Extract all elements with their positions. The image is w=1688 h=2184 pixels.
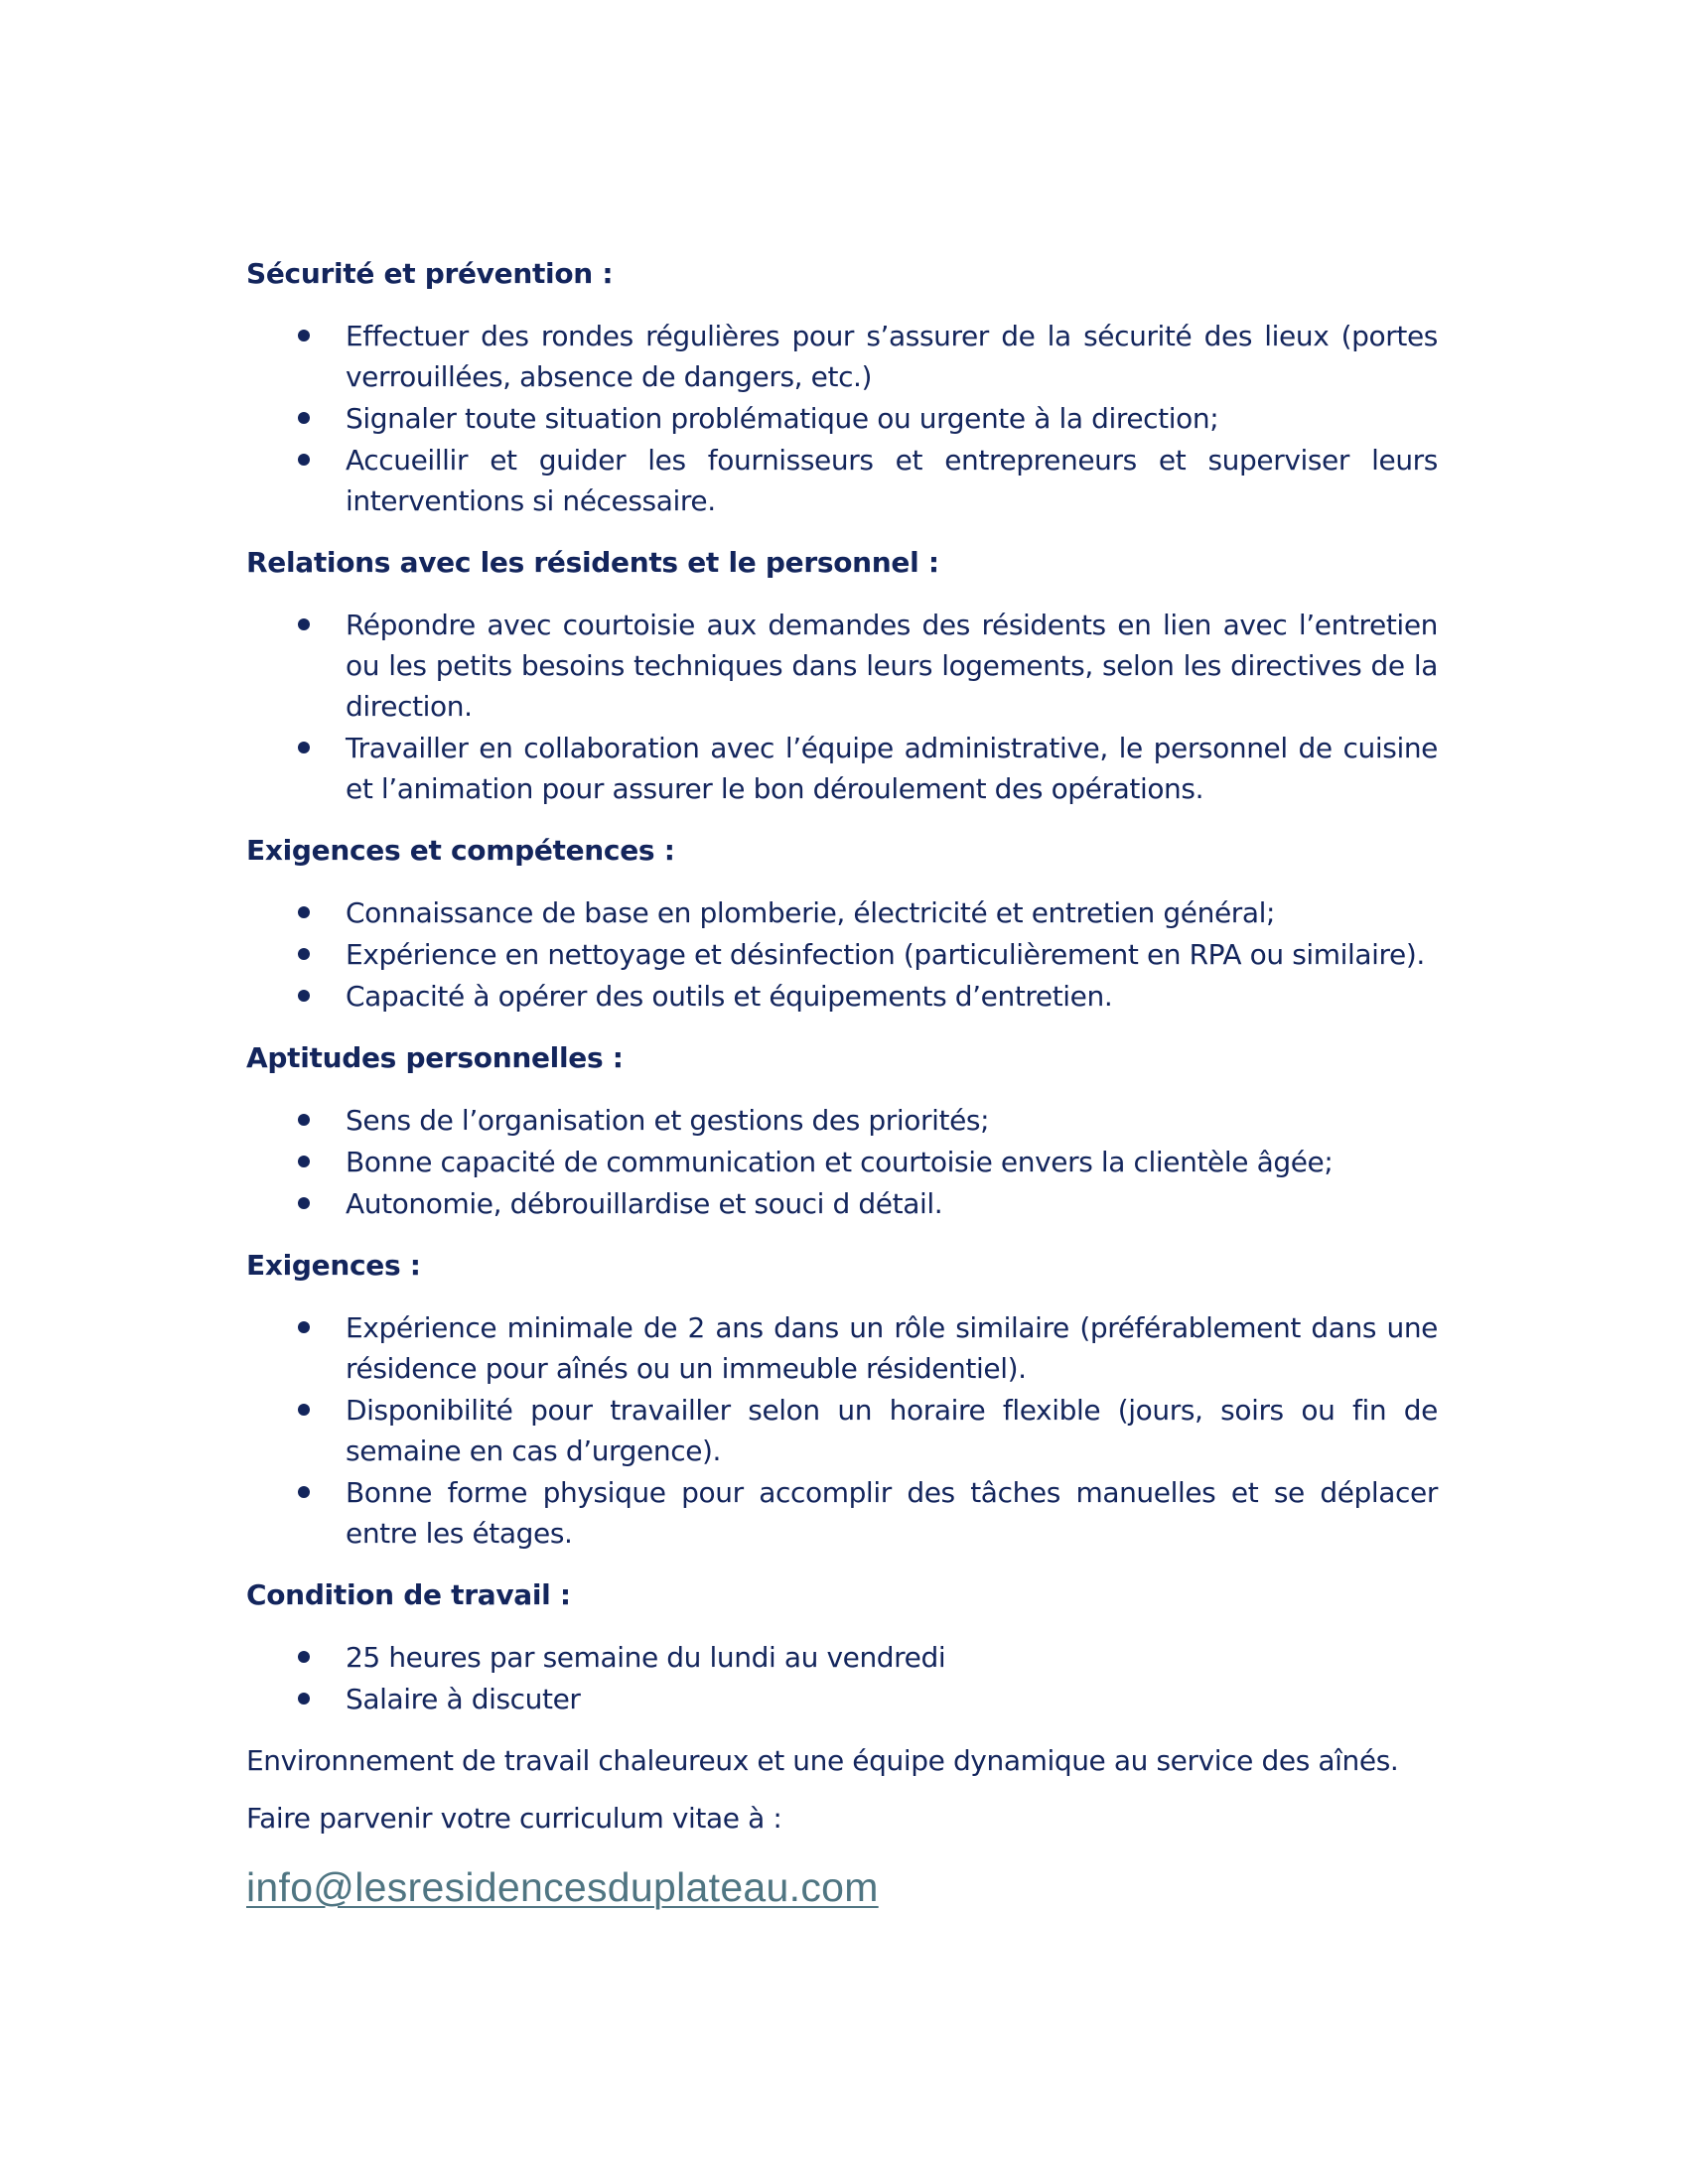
bullet-icon (298, 742, 310, 753)
bullet-icon (298, 990, 310, 1002)
bullet-list-aptitudes (246, 1100, 1438, 1224)
bullet-list-exigences-competences (246, 892, 1438, 1017)
list-item (246, 892, 1438, 933)
bullet-icon (298, 330, 310, 341)
list-item (246, 1142, 1438, 1182)
email-link[interactable]: info@lesresidencesduplateau.com (246, 1864, 879, 1910)
list-item (246, 1183, 1438, 1224)
bullet-icon (298, 1321, 310, 1333)
list-item (246, 316, 1438, 397)
bullet-icon (298, 1197, 310, 1209)
list-item-text: Répondre avec courtoisie aux demandes des résidents en lien avec l’entretien ou les petits besoins techniques dans leurs logements, selon les directives de la direction. (346, 609, 1438, 723)
list-item-text: Disponibilité pour travailler selon un horaire flexible (jours, soirs ou fin de semaine en cas d’urgence). (346, 1394, 1438, 1467)
section-heading-exigences-competences: Exigences et compétences : (246, 834, 675, 867)
job-posting-page (246, 254, 1438, 1911)
list-item-text: Signaler toute situation problématique ou urgente à la direction; (346, 402, 1219, 435)
list-item-text: Connaissance de base en plomberie, électricité et entretien général; (346, 896, 1276, 929)
bullet-icon (298, 618, 310, 630)
list-item-text: Expérience minimale de 2 ans dans un rôle similaire (préférablement dans une résidence pour aînés ou un immeuble résidentiel). (346, 1311, 1438, 1385)
bullet-list-securite (246, 316, 1438, 521)
section-heading-securite: Sécurité et prévention : (246, 257, 614, 290)
list-item-text: Accueillir et guider les fournisseurs et entrepreneurs et superviser leurs interventions si nécessaire. (346, 444, 1438, 517)
section-heading-aptitudes: Aptitudes personnelles : (246, 1041, 624, 1074)
list-item (246, 976, 1438, 1017)
environment-paragraph: Environnement de travail chaleureux et une équipe dynamique au service des aînés. (246, 1744, 1399, 1777)
list-item (246, 1100, 1438, 1141)
section-heading-condition: Condition de travail : (246, 1578, 571, 1611)
bullet-icon (298, 1651, 310, 1663)
list-item (246, 1307, 1438, 1389)
list-item (246, 1472, 1438, 1554)
bullet-icon (298, 1693, 310, 1705)
bullet-icon (298, 1404, 310, 1416)
list-item (246, 605, 1438, 727)
list-item-text: Salaire à discuter (346, 1683, 581, 1715)
list-item-text: Sens de l’organisation et gestions des priorités; (346, 1104, 990, 1137)
list-item (246, 398, 1438, 439)
section-heading-exigences: Exigences : (246, 1249, 421, 1282)
list-item-text: 25 heures par semaine du lundi au vendredi (346, 1641, 946, 1674)
bullet-icon (298, 412, 310, 424)
bullet-icon (298, 1486, 310, 1498)
bullet-icon (298, 948, 310, 960)
list-item (246, 728, 1438, 809)
bullet-icon (298, 1114, 310, 1126)
list-item-text: Effectuer des rondes régulières pour s’assurer de la sécurité des lieux (portes verrouillées, absence de dangers, etc.) (346, 320, 1438, 393)
bullet-list-exigences (246, 1307, 1438, 1554)
list-item-text: Capacité à opérer des outils et équipements d’entretien. (346, 980, 1113, 1013)
bullet-list-condition (246, 1637, 1438, 1719)
bullet-icon (298, 906, 310, 918)
list-item (246, 1679, 1438, 1719)
list-item (246, 1637, 1438, 1678)
list-item-text: Autonomie, débrouillardise et souci d détail. (346, 1187, 943, 1220)
list-item-text: Bonne forme physique pour accomplir des tâches manuelles et se déplacer entre les étages. (346, 1476, 1438, 1550)
bullet-icon (298, 454, 310, 466)
bullet-list-relations (246, 605, 1438, 809)
list-item (246, 1390, 1438, 1471)
bullet-icon (298, 1156, 310, 1167)
list-item (246, 934, 1438, 975)
list-item-text: Expérience en nettoyage et désinfection (particulièrement en RPA ou similaire). (346, 938, 1425, 971)
list-item-text: Travailler en collaboration avec l’équipe administrative, le personnel de cuisine et l’animation pour assurer le bon déroulement des opérations. (346, 732, 1438, 805)
section-heading-relations: Relations avec les résidents et le personnel : (246, 546, 939, 579)
send-cv-paragraph: Faire parvenir votre curriculum vitae à : (246, 1802, 782, 1835)
list-item-text: Bonne capacité de communication et courtoisie envers la clientèle âgée; (346, 1146, 1334, 1178)
list-item (246, 440, 1438, 521)
